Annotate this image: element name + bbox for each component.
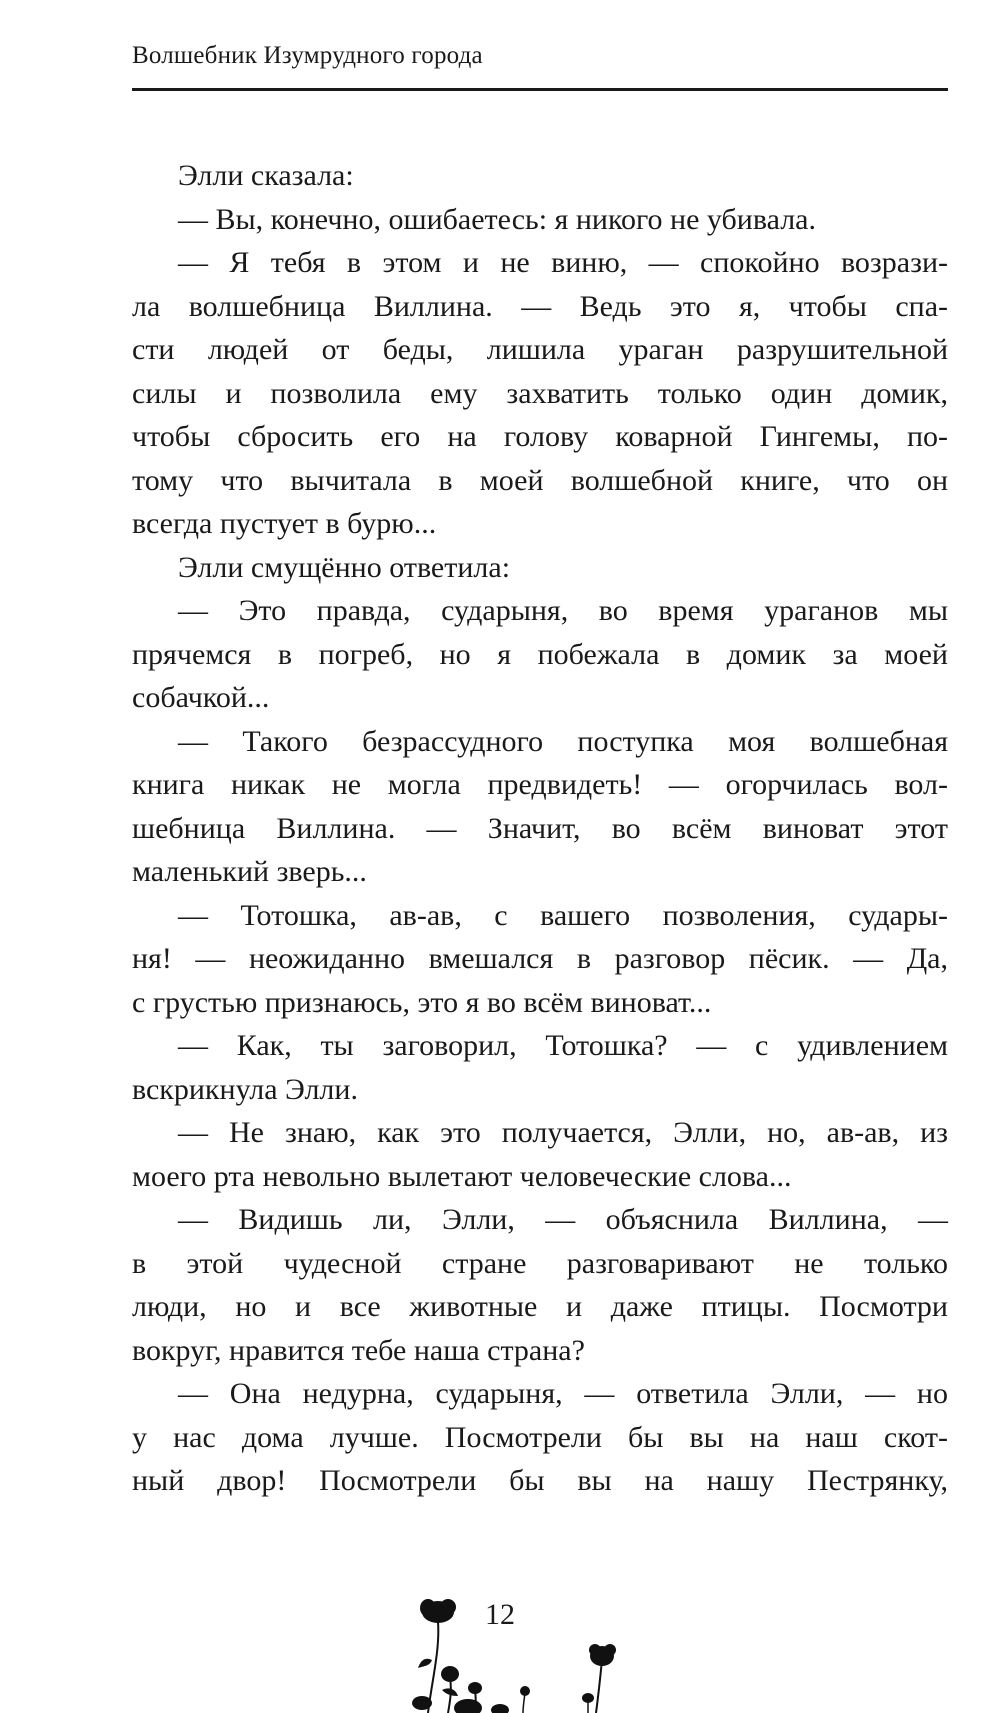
text-line: — Вы, конечно, ошибаетесь: я никого не убивала. xyxy=(178,202,816,236)
text-line: у нас дома лучше. Посмотрели бы вы на наш скот- xyxy=(132,1420,948,1454)
text-line: — Как, ты заговорил, Тотошка? — с удивлением xyxy=(178,1029,948,1062)
text-line: — Она недурна, сударыня, — ответила Элли, — но xyxy=(178,1377,948,1410)
text-line: люди, но и все животные и даже птицы. Посмотри xyxy=(132,1290,948,1323)
text-line: в этой чудесной стране разговаривают не только xyxy=(132,1246,948,1280)
text-line: чтобы сбросить его на голову коварной Гингемы, по- xyxy=(132,420,948,453)
text-line: сти людей от беды, лишила ураган разрушительной xyxy=(132,333,948,366)
running-header: Волшебник Изумрудного города xyxy=(132,42,483,69)
text-line: вокруг, нравится тебе наша страна? xyxy=(132,1333,585,1367)
text-line: тому что вычитала в моей волшебной книге, что он xyxy=(132,463,948,497)
body-text xyxy=(132,154,948,1503)
text-line: с грустью признаюсь, это я во всём виноват... xyxy=(132,985,712,1019)
text-line: ла волшебница Виллина. — Ведь это я, чтобы спа- xyxy=(132,289,948,323)
text-line: книга никак не могла предвидеть! — огорчилась вол- xyxy=(132,768,948,801)
poppy-flowers-icon xyxy=(380,1570,640,1713)
text-line: — Не знаю, как это получается, Элли, но, ав-ав, из xyxy=(178,1116,948,1149)
text-line: прячемся в погреб, но я побежала в домик за моей xyxy=(132,637,948,671)
header-rule xyxy=(132,88,948,91)
text-line: шебница Виллина. — Значит, во всём виноват этот xyxy=(132,811,948,845)
page-number: 12 xyxy=(485,1598,515,1631)
text-line: — Это правда, сударыня, во время ураганов мы xyxy=(178,594,948,627)
text-line: собачкой... xyxy=(132,681,270,714)
text-line: всегда пустует в бурю... xyxy=(132,507,437,540)
text-line: — Я тебя в этом и не виню, — спокойно возрази- xyxy=(178,246,948,279)
text-line: — Тотошка, ав-ав, с вашего позволения, судары- xyxy=(178,898,948,932)
text-line: ный двор! Посмотрели бы вы на нашу Пестрянку, xyxy=(132,1464,948,1497)
text-line: маленький зверь... xyxy=(132,855,367,888)
text-line: моего рта невольно вылетают человеческие слова... xyxy=(132,1159,792,1193)
text-line: — Такого безрассудного поступка моя волшебная xyxy=(178,724,948,758)
text-line: Элли смущённо ответила: xyxy=(178,550,511,584)
text-line: силы и позволила ему захватить только один домик, xyxy=(132,376,948,410)
text-line: Элли сказала: xyxy=(178,159,354,192)
text-line: ня! — неожиданно вмешался в разговор пёсик. — Да, xyxy=(132,942,948,975)
text-line: вскрикнула Элли. xyxy=(132,1072,358,1106)
text-line: — Видишь ли, Элли, — объяснила Виллина, — xyxy=(178,1203,948,1236)
